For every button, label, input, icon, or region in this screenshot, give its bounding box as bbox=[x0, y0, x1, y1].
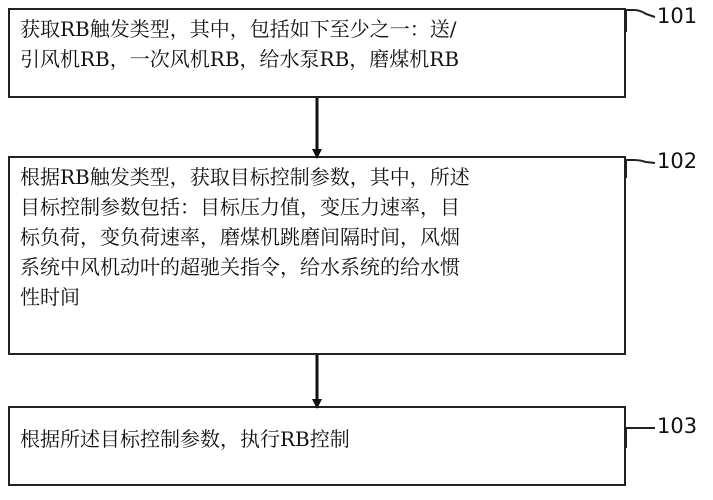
step-number-103: 103 bbox=[657, 414, 698, 438]
step-box-102: 根据RB触发类型，获取目标控制参数，其中，所述 目标控制参数包括：目标压力值，变压力速率，目 标负荷，变负荷速率，磨煤机跳磨间隔时间，风烟 系统中风机动叶的超驰关指令，给水系统的给水惯 性时间 bbox=[8, 156, 626, 355]
step-number-101: 101 bbox=[657, 4, 698, 28]
step-box-103: 根据所述目标控制参数，执行RB控制 bbox=[8, 406, 626, 486]
leader-line-102 bbox=[626, 160, 655, 178]
step-box-101: 获取RB触发类型，其中，包括如下至少之一：送/ 引风机RB，一次风机RB，给水泵RB，磨煤机RB bbox=[8, 8, 626, 98]
step-number-102: 102 bbox=[657, 149, 698, 173]
leader-line-103 bbox=[626, 428, 655, 448]
leader-line-101 bbox=[626, 10, 655, 32]
